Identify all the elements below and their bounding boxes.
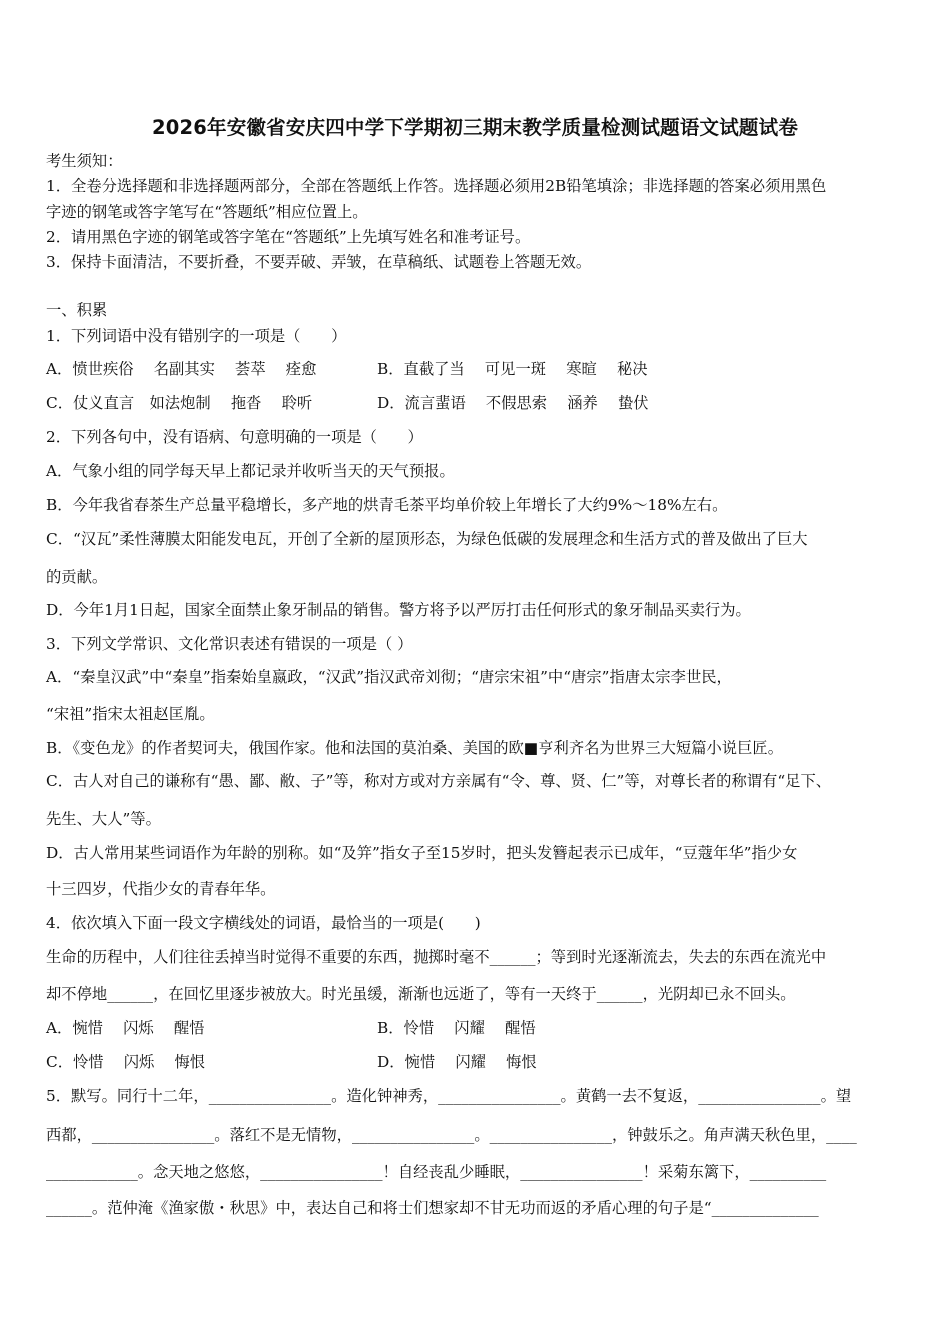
- q1-option-d: D．流言蜚语 不假思索 涵养 蛰伏: [377, 394, 649, 412]
- q3-option-d-line-2: 十三四岁，代指少女的青春年华。: [46, 880, 276, 898]
- q3-option-c-line-1: C．古人对自己的谦称有“愚、鄙、敝、子”等，称对方或对方亲属有“令、尊、贤、仁”等，对尊长者的称谓有“足下、: [46, 772, 832, 790]
- notice-heading: 考生须知：: [46, 152, 123, 170]
- exam-title: 2026年安徽省安庆四中学下学期初三期末教学质量检测试题语文试题试卷: [151, 116, 799, 139]
- section-heading: 一、积累: [46, 301, 108, 319]
- q4-option-a: A．惋惜 闪烁 醒悟: [46, 1019, 205, 1037]
- q3-option-a-line-2: “宋祖”指宋太祖赵匡胤。: [46, 705, 215, 723]
- q4-passage-line-2: 却不停地______，在回忆里逐步被放大。时光虽缓，渐渐也远逝了，等有一天终于______，光阴却已永不回头。: [46, 985, 796, 1003]
- q4-option-d: D．惋惜 闪耀 悔恨: [377, 1053, 537, 1071]
- q4-passage-line-1: 生命的历程中，人们往往丢掉当时觉得不重要的东西，抛掷时毫不______；等到时光逐渐流去，失去的东西在流光中: [46, 948, 827, 966]
- q3-option-b: B．《变色龙》的作者契诃夫，俄国作家。他和法国的莫泊桑、美国的欧■亨利齐名为世界三大短篇小说巨匠。: [46, 739, 783, 757]
- q2-stem: 2．下列各句中，没有语病、句意明确的一项是（ ）: [46, 428, 423, 446]
- q2-option-c-line-1: C．“汉瓦”柔性薄膜太阳能发电瓦，开创了全新的屋顶形态，为绿色低碳的发展理念和生活方式的普及做出了巨大: [46, 530, 808, 548]
- q3-option-a-line-1: A．“秦皇汉武”中“秦皇”指秦始皇嬴政，“汉武”指汉武帝刘彻；“唐宗宋祖”中“唐宗”指唐太宗李世民，: [46, 668, 732, 686]
- q2-option-c-line-2: 的贡献。: [46, 568, 108, 586]
- q2-option-a: A．气象小组的同学每天早上都记录并收听当天的天气预报。: [46, 462, 455, 480]
- q2-option-b: B．今年我省春茶生产总量平稳增长，多产地的烘青毛茶平均单价较上年增长了大约9%～18%左右。: [46, 496, 728, 514]
- q3-option-c-line-2: 先生、大人”等。: [46, 810, 161, 828]
- q3-option-d-line-1: D．古人常用某些词语作为年龄的别称。如“及笄”指女子至15岁时，把头发簪起表示已成年，“豆蔻年华”指少女: [46, 844, 798, 862]
- q3-stem: 3．下列文学常识、文化常识表述有错误的一项是（ ）: [46, 635, 413, 653]
- q5-line-1: 5．默写。同行十二年，________________。造化钟神秀，________________。黄鹤一去不复返，________________。望: [46, 1087, 852, 1105]
- q4-option-c: C．怜惜 闪烁 悔恨: [46, 1053, 206, 1071]
- q1-option-c: C．仗义直言 如法炮制 拖沓 聆听: [46, 394, 313, 412]
- q1-stem: 1．下列词语中没有错别字的一项是（ ）: [46, 327, 347, 345]
- q4-option-b: B．怜惜 闪耀 醒悟: [377, 1019, 536, 1037]
- notice-line-1a: 1．全卷分选择题和非选择题两部分，全部在答题纸上作答。选择题必须用2B铅笔填涂；非选择题的答案必须用黑色: [46, 177, 827, 195]
- q4-stem: 4．依次填入下面一段文字横线处的词语，最恰当的一项是( ): [46, 914, 481, 932]
- notice-line-2: 2．请用黑色字迹的钢笔或答字笔在“答题纸”上先填写姓名和准考证号。: [46, 228, 531, 246]
- q5-line-3: ____________。念天地之悠悠，________________！自经丧乱少睡眠，________________！采菊东篱下，__________: [46, 1163, 827, 1181]
- q1-option-b: B．直截了当 可见一斑 寒暄 秘决: [377, 360, 648, 378]
- q2-option-d: D．今年1月1日起，国家全面禁止象牙制品的销售。警方将予以严厉打击任何形式的象牙制品买卖行为。: [46, 601, 751, 619]
- notice-line-3: 3．保持卡面清洁，不要折叠，不要弄破、弄皱，在草稿纸、试题卷上答题无效。: [46, 253, 592, 271]
- notice-line-1b: 字迹的钢笔或答字笔写在“答题纸”相应位置上。: [46, 203, 368, 221]
- q5-line-4: ______。范仲淹《渔家傲・秋思》中，表达自己和将士们想家却不甘无功而返的矛盾心理的句子是“______________: [46, 1199, 819, 1217]
- q1-option-a: A．愤世疾俗 名副其实 荟萃 痊愈: [46, 360, 317, 378]
- q5-line-2: 西都，________________。落红不是无情物，________________。________________，钟鼓乐之。角声满天秋色里，____: [46, 1126, 857, 1144]
